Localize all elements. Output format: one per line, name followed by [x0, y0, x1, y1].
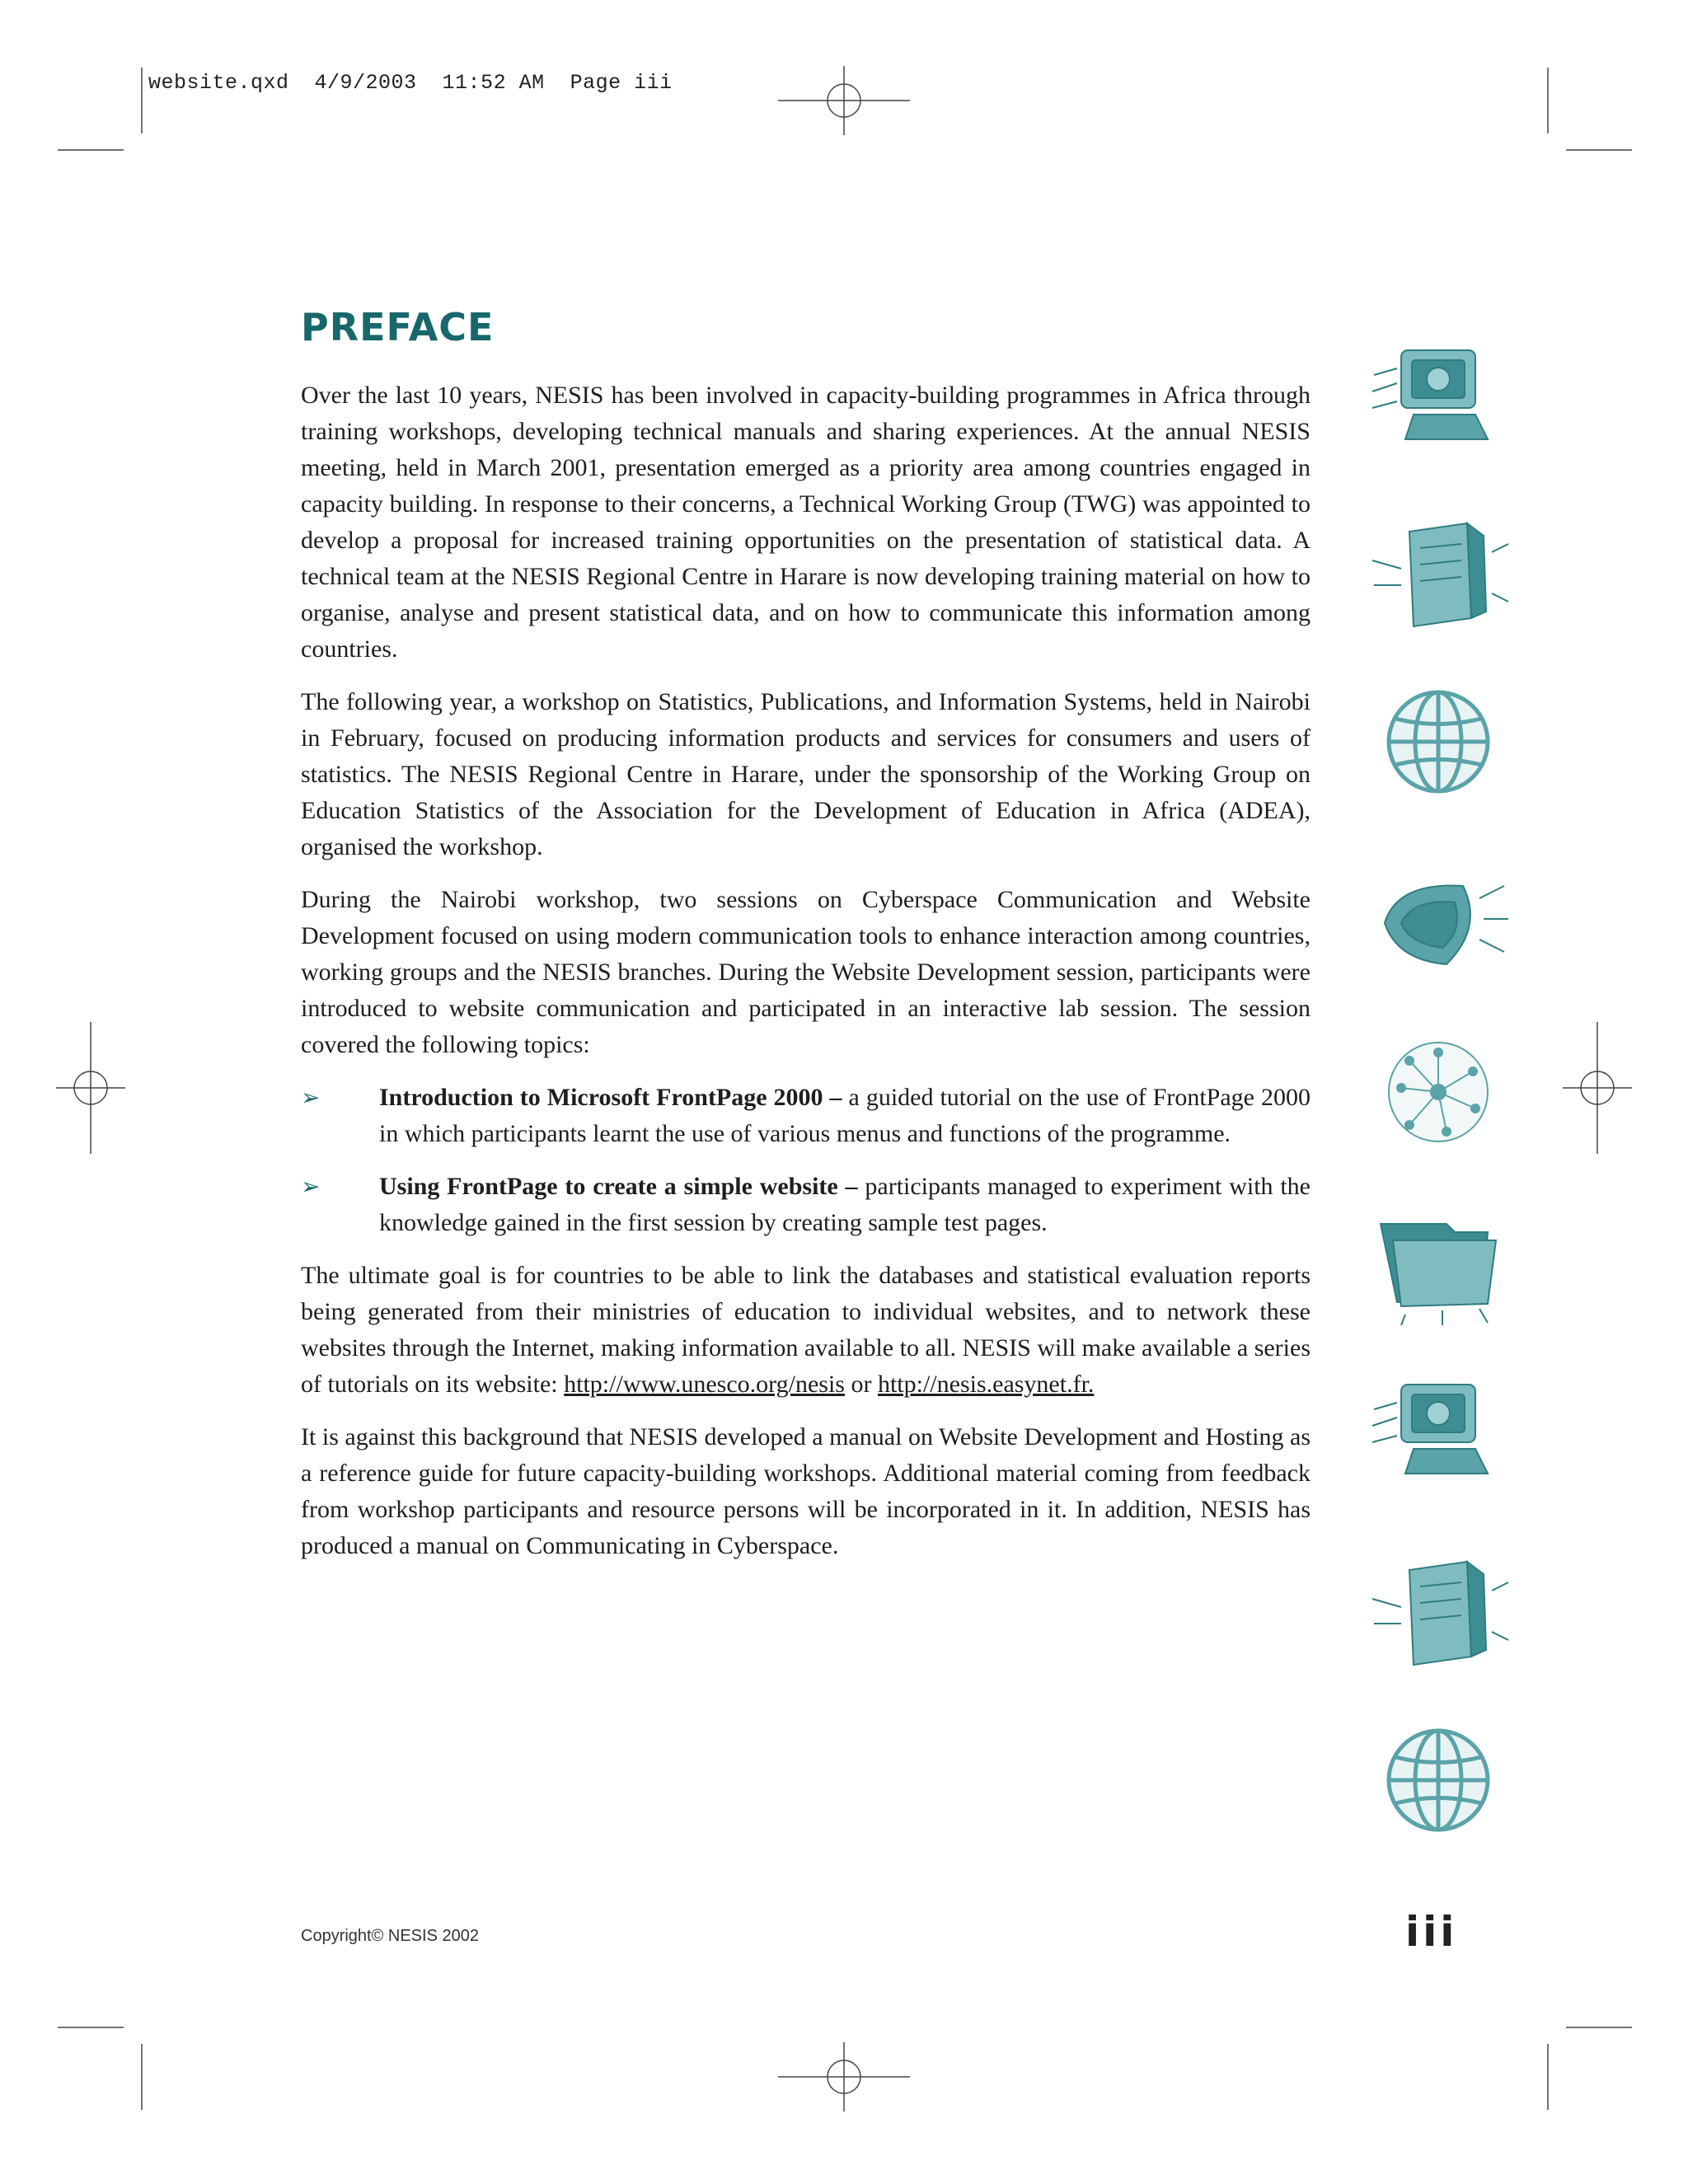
margin-icon-column	[1364, 0, 1512, 2184]
network-icon	[1364, 1034, 1512, 1150]
paragraph-1: Over the last 10 years, NESIS has been involved in capacity-building programmes in Africa through training workshops, developing technical manuals and sharing experiences. At the annual NESIS meeting, held in March 2001, presentation emerged as a priority area among countries engaged in capacity building. In response to their concerns, a Technical Working Group (TWG) was appointed to develop a proposal for increased training opportunities on the presentation of statistical data. A technical team at the NESIS Regional Centre in Harare is now developing training material on how to organise, analyse and present statistical data, and on how to communicate this information among countries.	[301, 382, 1311, 663]
folder-icon	[1364, 1212, 1512, 1327]
bullet-description: participants managed to experiment with the knowledge gained in the first session by creating sample test pages.	[379, 1173, 1311, 1236]
globe-icon	[1364, 684, 1512, 799]
server-icon	[1364, 1558, 1512, 1673]
bullet-description: a guided tutorial on the use of FrontPage 2000 in which participants learnt the use of various menus and functions of the programme.	[379, 1084, 1311, 1147]
bullet-text	[379, 1169, 1311, 1241]
print-slug: website.qxd 4/9/2003 11:52 AM Page iii	[148, 71, 673, 95]
bullet-heading: Using FrontPage to create a simple website –	[379, 1173, 858, 1200]
easynet-link[interactable]: http://nesis.easynet.fr.	[877, 1371, 1095, 1398]
bullet-item-2	[301, 1169, 1311, 1241]
page-number: iii	[1405, 1908, 1458, 1956]
link-connector: or	[844, 1371, 878, 1398]
arrow-bullet-icon: ➢	[301, 1084, 321, 1111]
bullet-item-1	[301, 1080, 1311, 1152]
paragraph-3: During the Nairobi workshop, two sessions on Cyberspace Communication and Website Development focused on using modern communication tools to enhance interaction among countries, working groups and the NESIS branches. During the Website Development session, participants were introduced to website communication and participated in an interactive lab session. The session covered the following topics:	[301, 886, 1311, 1058]
goal-text: The ultimate goal is for countries to be able to link the databases and statistical evaluation reports being generated from their ministries of education to individual websites, and to network these websites through the Internet, making information available to all. NESIS will make available a series of tutorials on its website:	[301, 1262, 1311, 1398]
copyright-footer: Copyright© NESIS 2002	[301, 1927, 479, 1945]
paragraph-2: The following year, a workshop on Statistics, Publications, and Information Systems, held in Nairobi in February, focused on producing information products and services for consumers and users of statistics. The NESIS Regional Centre in Harare, under the sponsorship of the Working Group on Education Statistics of the Association for the Development of Education in Africa (ADEA), organised the workshop.	[301, 688, 1311, 860]
satellite-dish-icon	[1364, 865, 1512, 981]
server-icon	[1364, 519, 1512, 635]
paragraph-5: It is against this background that NESIS developed a manual on Website Development and Hosting as a reference guide for future capacity-building workshops. Additional material coming from feedback from workshop participants and resource persons will be incorporated in it. In addition, NESIS has produced a manual on Communicating in Cyberspace.	[301, 1423, 1311, 1559]
bullet-heading: Introduction to Microsoft FrontPage 2000 –	[379, 1084, 842, 1111]
computer-icon	[1364, 1376, 1512, 1492]
computer-icon	[1364, 342, 1512, 457]
globe-icon	[1364, 1722, 1512, 1838]
bullet-text	[379, 1080, 1311, 1152]
page-title: PREFACE	[301, 305, 495, 349]
preface-body	[301, 377, 1311, 1581]
unesco-link[interactable]: http://www.unesco.org/nesis	[564, 1371, 845, 1398]
paragraph-4	[301, 1258, 1311, 1403]
arrow-bullet-icon: ➢	[301, 1173, 321, 1200]
